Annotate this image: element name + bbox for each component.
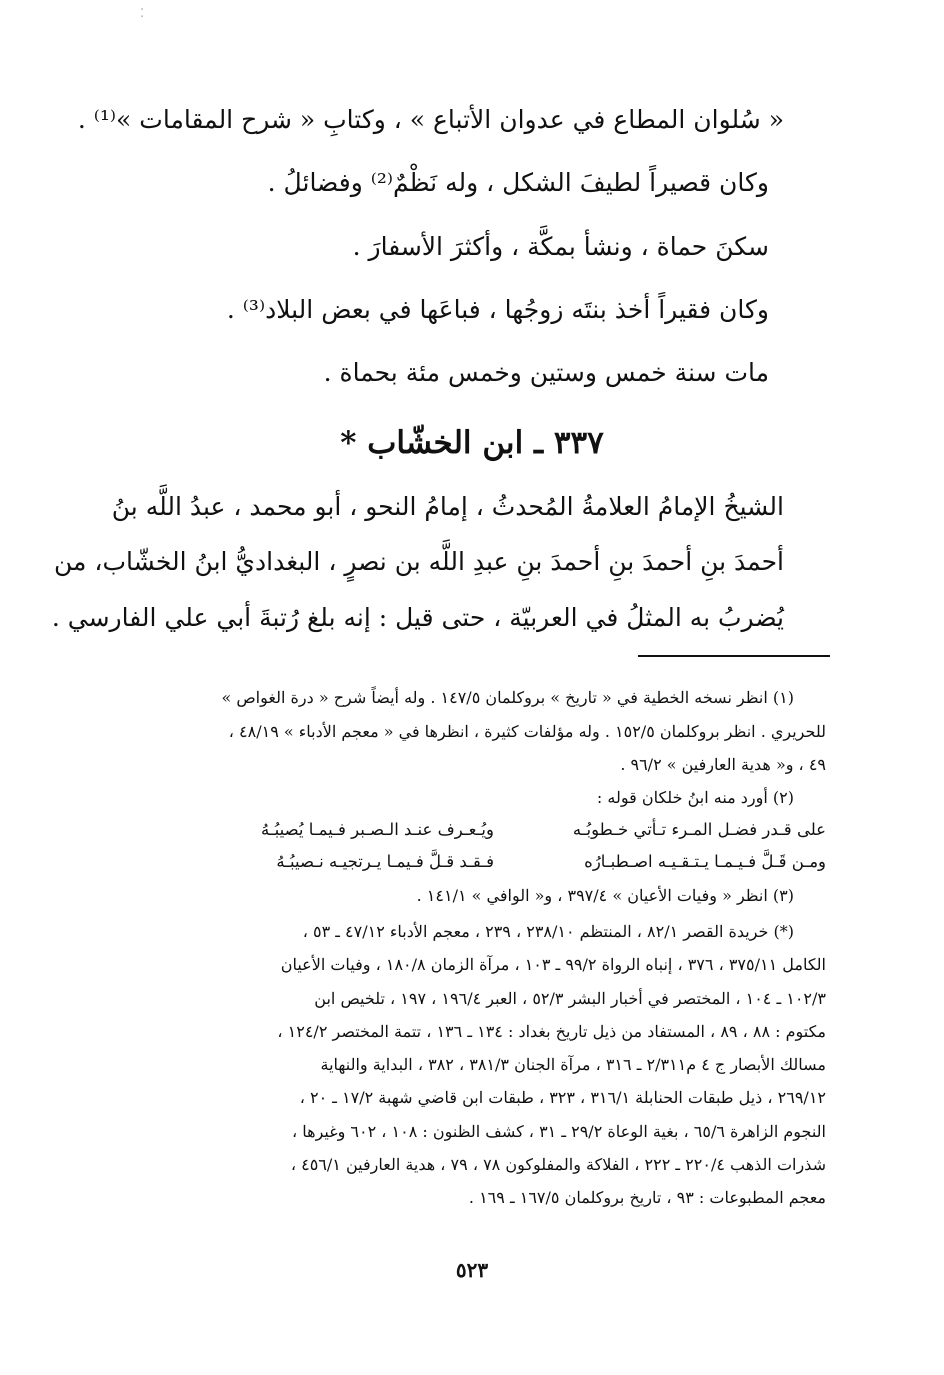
poem-hemistich: على قـدر فضـل المـرء تـأتي خـطوبُـه bbox=[572, 820, 826, 839]
footnote-line: (٢) أورد منه ابنُ خلكان قوله : bbox=[596, 788, 794, 807]
poem-hemistich: فـقـد قـلَّ فـيمـا يـرتجيـه نـصيبُـهُ bbox=[276, 852, 494, 871]
footnote-line: الكامل ٣٧٥/١١ ، ٣٧٦ ، إنباه الرواة ٩٩/٢ ـ ١٠٣ ، مرآة الزمان ١٨٠/٨ ، وفيات الأعيان bbox=[280, 955, 826, 974]
footnote-line: مكتوم : ٨٨ ، ٨٩ ، المستفاد من ذيل تاريخ بغداد : ١٣٤ ـ ١٣٦ ، تتمة المختصر ١٢٤/٢ ، bbox=[277, 1022, 826, 1041]
bio-line: يُضربُ به المثلُ في العربيّة ، حتى قيل : إنه بلغ رُتبةَ أبي علي الفارسي . bbox=[51, 603, 784, 632]
text-line: وكان قصيراً لطيفَ الشكل ، وله نَظْمٌ⁽²⁾ وفضائلُ . bbox=[267, 168, 769, 197]
bio-line: الشيخُ الإمامُ العلامةُ المُحدثُ ، إمامُ النحو ، أبو محمد ، عبدُ اللَّه بنُ bbox=[111, 492, 784, 521]
footnote-line: النجوم الزاهرة ٦٥/٦ ، بغية الوعاة ٢٩/٢ ـ ٣١ ، كشف الظنون : ١٠٨ ، ٦٠٢ وغيرها ، bbox=[292, 1122, 826, 1141]
footnote-line: ٢٦٩/١٢ ، ذيل طبقات الحنابلة ٣١٦/١ ، ٣٢٣ ، طبقات ابن قاضي شهبة ١٧/٢ ـ ٢٠ ، bbox=[299, 1088, 826, 1107]
section-heading: ٣٣٧ ـ ابن الخشّاب * bbox=[340, 425, 604, 461]
footnote-line: (٣) انظر « وفيات الأعيان » ٣٩٧/٤ ، و« الوافي » ١٤١/١ . bbox=[416, 886, 794, 905]
text-line: مات سنة خمس وستين وخمس مئة بحماة . bbox=[323, 358, 769, 387]
text-line: « سُلوان المطاع في عدوان الأتباع » ، وكتابِ « شرح المقامات »⁽¹⁾ . bbox=[77, 105, 784, 134]
footnote-line: (*) خريدة القصر ٨٢/١ ، المنتظم ٢٣٨/١٠ ، ٢٣٩ ، معجم الأدباء ٤٧/١٢ ـ ٥٣ ، bbox=[302, 922, 794, 941]
footnote-line: شذرات الذهب ٢٢٠/٤ ـ ٢٢٢ ، الفلاكة والمفلوكون ٧٨ ، ٧٩ ، هدية العارفين ٤٥٦/١ ، bbox=[290, 1155, 826, 1174]
footnote-line: (١) انظر نسخه الخطية في « تاريخ » بروكلمان ١٤٧/٥ . وله أيضاً شرح « درة الغواص » bbox=[221, 688, 794, 707]
footnote-line: للحريري . انظر بروكلمان ١٥٢/٥ . وله مؤلفات كثيرة ، انظرها في « معجم الأدباء » ٤٨/١٩ ، bbox=[228, 722, 826, 741]
footnote-line: ٤٩ ، و« هدية العارفين » ٩٦/٢ . bbox=[620, 755, 826, 774]
page-number: ٥٢٣ bbox=[455, 1258, 489, 1282]
poem-hemistich: ومـن قَـلَّ فـيـمـا يـتـقـيـه اصـطبـارُه bbox=[584, 852, 826, 871]
poem-hemistich: ويُـعـرف عنـد الـصـبر فـيمـا يُصيبُـهُ bbox=[260, 820, 494, 839]
text-line: وكان فقيراً أخذ بنتَه زوجُها ، فباعَها في بعض البلاد⁽³⁾ . bbox=[226, 295, 769, 324]
footnote-line: مسالك الأبصار ج ٤ م٢/٣١١ ـ ٣١٦ ، مرآة الجنان ٣٨١/٣ ، ٣٨٢ ، البداية والنهاية bbox=[320, 1055, 826, 1074]
footnote-divider bbox=[638, 655, 830, 657]
bio-line: أحمدَ بنِ أحمدَ بنِ أحمدَ بنِ عبدِ اللَّه بن نصرٍ ، البغداديُّ ابنُ الخشّاب، من bbox=[54, 547, 784, 576]
scan-mark-icon: ⁚ bbox=[140, 6, 144, 20]
text-line: سكنَ حماة ، ونشأ بمكَّة ، وأكثرَ الأسفارَ . bbox=[352, 232, 769, 261]
footnote-line: معجم المطبوعات : ٩٣ ، تاريخ بروكلمان ١٦٧/٥ ـ ١٦٩ . bbox=[468, 1188, 826, 1207]
footnote-line: ١٠٢/٣ ـ ١٠٤ ، المختصر في أخبار البشر ٥٢/٣ ، العبر ١٩٦/٤ ، ١٩٧ ، تلخيص ابن bbox=[314, 989, 826, 1008]
